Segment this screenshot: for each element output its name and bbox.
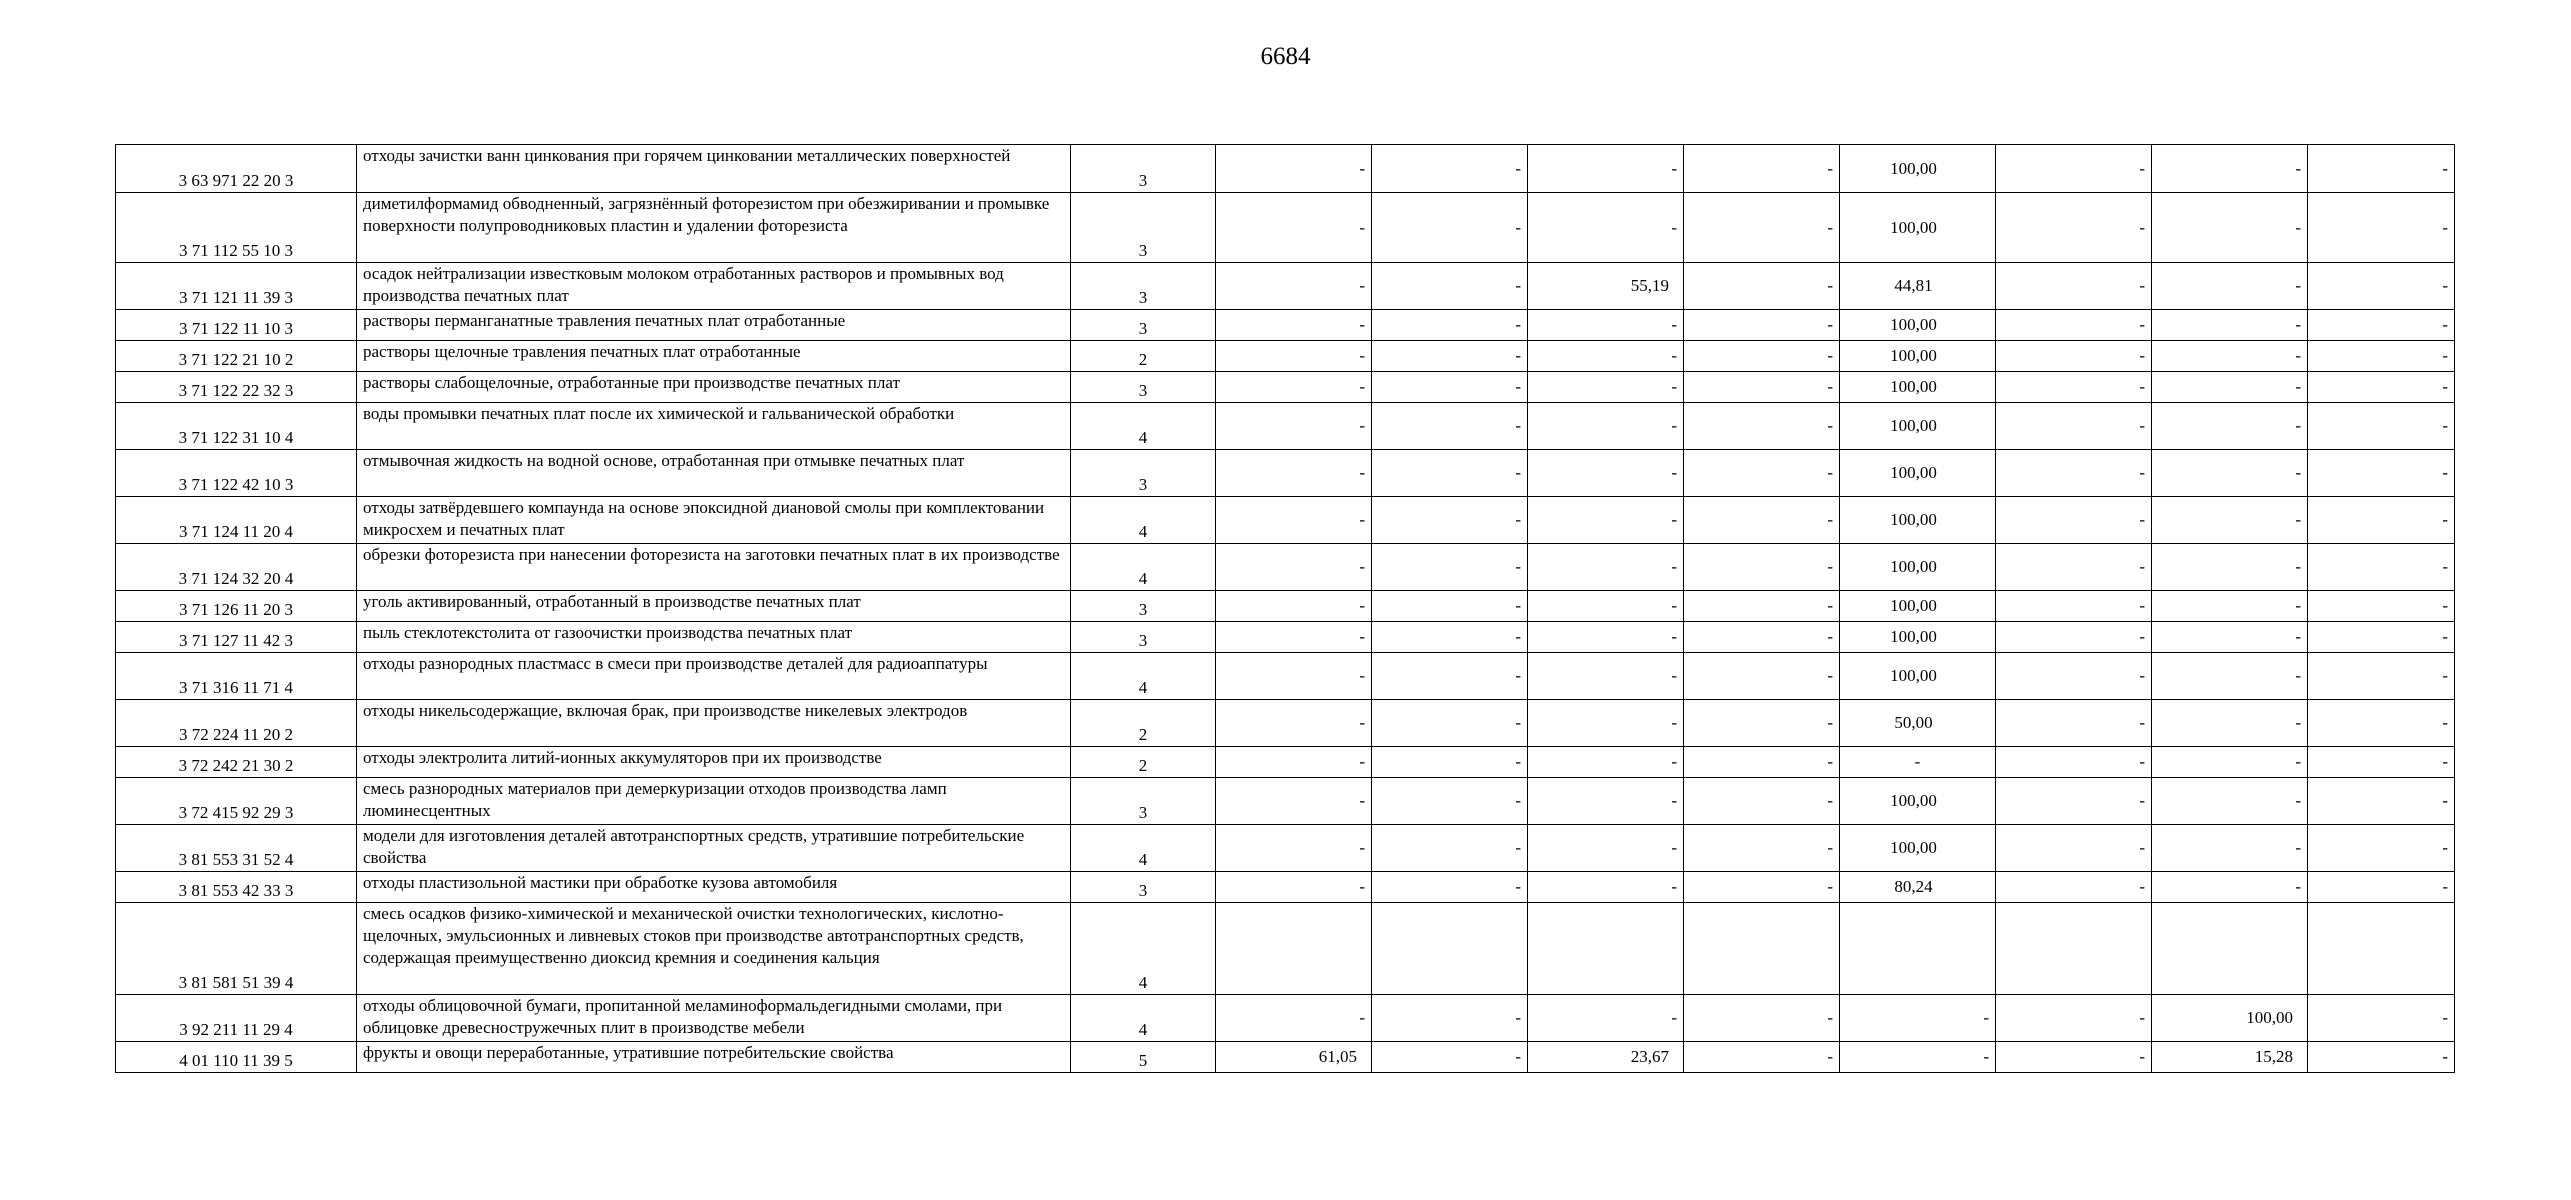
percent-value-cell: 100,00 (2152, 995, 2308, 1042)
percent-value-cell: - (1216, 193, 1372, 263)
hazard-class-cell: 4 (1071, 653, 1216, 700)
waste-name-cell: отходы разнородных пластмасс в смеси при производстве деталей для радиоаппатуры (357, 653, 1071, 700)
percent-value-cell: 100,00 (1840, 145, 1996, 193)
table-row (116, 591, 2455, 622)
percent-value-cell: - (1216, 497, 1372, 544)
percent-value-cell: - (2152, 825, 2308, 872)
percent-value-cell: - (2308, 372, 2455, 403)
percent-value-cell: - (1216, 872, 1372, 903)
percent-value-cell: - (1216, 310, 1372, 341)
percent-value-cell: - (2308, 193, 2455, 263)
percent-value-cell: - (1372, 193, 1528, 263)
waste-name-cell: модели для изготовления деталей автотранспортных средств, утратившие потребительские свойства (357, 825, 1071, 872)
hazard-class-cell: 4 (1071, 403, 1216, 450)
percent-value-cell: 100,00 (1840, 544, 1996, 591)
waste-name-cell: осадок нейтрализации известковым молоком отработанных растворов и промывных вод производства печатных плат (357, 263, 1071, 310)
percent-value-cell: - (1996, 825, 2152, 872)
percent-value-cell: - (1216, 778, 1372, 825)
percent-value-cell: - (1372, 747, 1528, 778)
waste-name-cell: пыль стеклотекстолита от газоочистки производства печатных плат (357, 622, 1071, 653)
percent-value-cell: - (1684, 825, 1840, 872)
percent-value-cell: - (1372, 825, 1528, 872)
waste-code-cell: 3 71 122 42 10 3 (116, 450, 357, 497)
waste-name-cell: растворы слабощелочные, отработанные при производстве печатных плат (357, 372, 1071, 403)
table-row (116, 497, 2455, 544)
percent-value-cell: - (2308, 310, 2455, 341)
table-row (116, 263, 2455, 310)
percent-value-cell: - (2308, 778, 2455, 825)
percent-value-cell: - (1684, 653, 1840, 700)
table-row (116, 995, 2455, 1042)
percent-value-cell: - (1372, 622, 1528, 653)
table-row (116, 653, 2455, 700)
percent-value-cell: - (1372, 263, 1528, 310)
percent-value-cell: - (1216, 622, 1372, 653)
hazard-class-cell: 3 (1071, 622, 1216, 653)
table-row (116, 193, 2455, 263)
hazard-class-cell: 3 (1071, 450, 1216, 497)
hazard-class-cell: 4 (1071, 544, 1216, 591)
percent-value-cell: - (1372, 591, 1528, 622)
percent-value-cell: - (2152, 372, 2308, 403)
percent-value-cell: - (2308, 450, 2455, 497)
percent-value-cell: 100,00 (1840, 591, 1996, 622)
percent-value-cell: 100,00 (1840, 653, 1996, 700)
percent-value-cell: - (1840, 1042, 1996, 1073)
percent-value-cell: - (1684, 310, 1840, 341)
percent-value-cell: - (1528, 372, 1684, 403)
percent-value-cell: - (1996, 145, 2152, 193)
percent-value-cell: - (1996, 778, 2152, 825)
hazard-class-cell: 4 (1071, 995, 1216, 1042)
percent-value-cell: 55,19 (1528, 263, 1684, 310)
waste-name-cell: фрукты и овощи переработанные, утратившие потребительские свойства (357, 1042, 1071, 1073)
percent-value-cell: - (1216, 544, 1372, 591)
percent-value-cell: - (2152, 872, 2308, 903)
percent-value-cell: - (1216, 450, 1372, 497)
percent-value-cell: - (1372, 653, 1528, 700)
hazard-class-cell: 4 (1071, 497, 1216, 544)
hazard-class-cell: 3 (1071, 145, 1216, 193)
hazard-class-cell: 3 (1071, 193, 1216, 263)
percent-value-cell: - (2308, 995, 2455, 1042)
percent-value-cell: - (1996, 341, 2152, 372)
percent-value-cell: - (1996, 450, 2152, 497)
percent-value-cell: - (2152, 700, 2308, 747)
percent-value-cell: - (1684, 622, 1840, 653)
waste-code-cell: 3 72 224 11 20 2 (116, 700, 357, 747)
waste-classification-table (115, 144, 2455, 1073)
percent-value-cell: - (2308, 497, 2455, 544)
percent-value-cell (1216, 903, 1372, 995)
percent-value-cell: 100,00 (1840, 341, 1996, 372)
percent-value-cell: - (1216, 341, 1372, 372)
percent-value-cell: 50,00 (1840, 700, 1996, 747)
waste-code-cell: 3 71 112 55 10 3 (116, 193, 357, 263)
waste-code-cell: 3 81 553 31 52 4 (116, 825, 357, 872)
percent-value-cell: - (2308, 403, 2455, 450)
percent-value-cell: - (2152, 747, 2308, 778)
table-row (116, 372, 2455, 403)
waste-code-cell: 3 92 211 11 29 4 (116, 995, 357, 1042)
table-row (116, 145, 2455, 193)
percent-value-cell: - (2152, 263, 2308, 310)
percent-value-cell: - (2308, 872, 2455, 903)
percent-value-cell: - (2152, 591, 2308, 622)
waste-code-cell: 3 71 124 32 20 4 (116, 544, 357, 591)
percent-value-cell: - (1528, 341, 1684, 372)
percent-value-cell: - (1372, 700, 1528, 747)
hazard-class-cell: 2 (1071, 747, 1216, 778)
waste-code-cell: 3 71 121 11 39 3 (116, 263, 357, 310)
table-row (116, 450, 2455, 497)
percent-value-cell (1528, 903, 1684, 995)
percent-value-cell: - (1216, 372, 1372, 403)
percent-value-cell: - (2308, 622, 2455, 653)
hazard-class-cell: 4 (1071, 903, 1216, 995)
hazard-class-cell: 3 (1071, 778, 1216, 825)
percent-value-cell: - (1372, 995, 1528, 1042)
percent-value-cell: 100,00 (1840, 497, 1996, 544)
percent-value-cell (1372, 903, 1528, 995)
percent-value-cell: - (2152, 310, 2308, 341)
percent-value-cell: 44,81 (1840, 263, 1996, 310)
percent-value-cell: - (1684, 450, 1840, 497)
percent-value-cell: - (1840, 747, 1996, 778)
percent-value-cell: - (1996, 995, 2152, 1042)
percent-value-cell (2152, 903, 2308, 995)
percent-value-cell: - (2308, 1042, 2455, 1073)
percent-value-cell: - (1684, 372, 1840, 403)
percent-value-cell: - (1372, 778, 1528, 825)
percent-value-cell: 15,28 (2152, 1042, 2308, 1073)
waste-code-cell: 3 71 316 11 71 4 (116, 653, 357, 700)
percent-value-cell: - (1996, 310, 2152, 341)
percent-value-cell: - (2152, 544, 2308, 591)
percent-value-cell: - (1684, 778, 1840, 825)
percent-value-cell: - (1528, 450, 1684, 497)
hazard-class-cell: 3 (1071, 872, 1216, 903)
waste-code-cell: 3 71 122 21 10 2 (116, 341, 357, 372)
percent-value-cell (2308, 903, 2455, 995)
percent-value-cell: - (1996, 544, 2152, 591)
percent-value-cell: - (2308, 591, 2455, 622)
percent-value-cell: - (1216, 995, 1372, 1042)
percent-value-cell: - (1996, 193, 2152, 263)
hazard-class-cell: 2 (1071, 700, 1216, 747)
percent-value-cell: - (1216, 700, 1372, 747)
waste-code-cell: 4 01 110 11 39 5 (116, 1042, 357, 1073)
waste-code-cell: 3 81 581 51 39 4 (116, 903, 357, 995)
waste-name-cell: растворы щелочные травления печатных плат отработанные (357, 341, 1071, 372)
waste-name-cell: смесь осадков физико-химической и механической очистки технологических, кислотно-щелочных, эмульсионных и ливневых стоков при производстве автотранспортных средств, содержащая преимущественно диоксид кремния и соединения кальция (357, 903, 1071, 995)
percent-value-cell: - (1684, 403, 1840, 450)
table-row (116, 778, 2455, 825)
percent-value-cell: - (1528, 403, 1684, 450)
waste-name-cell: отходы пластизольной мастики при обработке кузова автомобиля (357, 872, 1071, 903)
waste-name-cell: обрезки фоторезиста при нанесении фоторезиста на заготовки печатных плат в их производстве (357, 544, 1071, 591)
percent-value-cell: - (1996, 591, 2152, 622)
percent-value-cell: - (1528, 825, 1684, 872)
percent-value-cell: - (1528, 310, 1684, 341)
percent-value-cell: - (2308, 653, 2455, 700)
percent-value-cell: - (1528, 700, 1684, 747)
hazard-class-cell: 3 (1071, 372, 1216, 403)
waste-name-cell: уголь активированный, отработанный в производстве печатных плат (357, 591, 1071, 622)
percent-value-cell: - (1216, 403, 1372, 450)
percent-value-cell: - (2152, 622, 2308, 653)
percent-value-cell: 61,05 (1216, 1042, 1372, 1073)
percent-value-cell: - (1684, 995, 1840, 1042)
percent-value-cell: - (1372, 544, 1528, 591)
hazard-class-cell: 3 (1071, 591, 1216, 622)
percent-value-cell: - (1528, 622, 1684, 653)
percent-value-cell: - (2308, 263, 2455, 310)
percent-value-cell: 100,00 (1840, 403, 1996, 450)
waste-name-cell: отходы зачистки ванн цинкования при горячем цинковании металлических поверхностей (357, 145, 1071, 193)
percent-value-cell: - (1528, 747, 1684, 778)
waste-code-cell: 3 72 415 92 29 3 (116, 778, 357, 825)
percent-value-cell: - (2308, 747, 2455, 778)
percent-value-cell: - (1684, 263, 1840, 310)
waste-code-cell: 3 71 127 11 42 3 (116, 622, 357, 653)
waste-name-cell: отходы затвёрдевшего компаунда на основе эпоксидной диановой смолы при комплектовании микросхем и печатных плат (357, 497, 1071, 544)
percent-value-cell: - (1372, 372, 1528, 403)
table-row (116, 872, 2455, 903)
waste-code-cell: 3 63 971 22 20 3 (116, 145, 357, 193)
percent-value-cell: - (1216, 263, 1372, 310)
percent-value-cell: - (1996, 653, 2152, 700)
percent-value-cell: - (2152, 403, 2308, 450)
percent-value-cell: - (1372, 145, 1528, 193)
percent-value-cell: - (1528, 995, 1684, 1042)
percent-value-cell: - (1372, 450, 1528, 497)
table-row (116, 747, 2455, 778)
percent-value-cell: - (2152, 145, 2308, 193)
percent-value-cell: - (1528, 591, 1684, 622)
percent-value-cell: 23,67 (1528, 1042, 1684, 1073)
percent-value-cell (1684, 903, 1840, 995)
percent-value-cell: - (1996, 700, 2152, 747)
percent-value-cell: - (1996, 372, 2152, 403)
percent-value-cell: 100,00 (1840, 825, 1996, 872)
table-row (116, 622, 2455, 653)
hazard-class-cell: 2 (1071, 341, 1216, 372)
percent-value-cell (1996, 903, 2152, 995)
percent-value-cell: - (1996, 872, 2152, 903)
table-row (116, 403, 2455, 450)
percent-value-cell: 100,00 (1840, 450, 1996, 497)
table-row (116, 544, 2455, 591)
percent-value-cell: - (2308, 700, 2455, 747)
waste-code-cell: 3 71 126 11 20 3 (116, 591, 357, 622)
waste-code-cell: 3 71 122 31 10 4 (116, 403, 357, 450)
table-row (116, 700, 2455, 747)
percent-value-cell: - (1528, 145, 1684, 193)
percent-value-cell: - (1684, 544, 1840, 591)
percent-value-cell: - (2152, 193, 2308, 263)
percent-value-cell (1840, 903, 1996, 995)
percent-value-cell: - (1216, 747, 1372, 778)
percent-value-cell: - (1684, 591, 1840, 622)
percent-value-cell: - (1528, 872, 1684, 903)
waste-code-cell: 3 71 122 11 10 3 (116, 310, 357, 341)
percent-value-cell: - (2308, 145, 2455, 193)
percent-value-cell: - (2152, 653, 2308, 700)
table-row (116, 903, 2455, 995)
percent-value-cell: - (1216, 653, 1372, 700)
hazard-class-cell: 4 (1071, 825, 1216, 872)
waste-name-cell: отходы никельсодержащие, включая брак, при производстве никелевых электродов (357, 700, 1071, 747)
waste-name-cell: отходы электролита литий-ионных аккумуляторов при их производстве (357, 747, 1071, 778)
percent-value-cell: 100,00 (1840, 193, 1996, 263)
percent-value-cell: - (2152, 450, 2308, 497)
percent-value-cell: - (1528, 497, 1684, 544)
hazard-class-cell: 5 (1071, 1042, 1216, 1073)
percent-value-cell: - (1216, 591, 1372, 622)
waste-name-cell: смесь разнородных материалов при демеркуризации отходов производства ламп люминесцентных (357, 778, 1071, 825)
percent-value-cell: - (2152, 497, 2308, 544)
waste-name-cell: растворы перманганатные травления печатных плат отработанные (357, 310, 1071, 341)
percent-value-cell: - (1216, 145, 1372, 193)
percent-value-cell: 100,00 (1840, 778, 1996, 825)
percent-value-cell: 100,00 (1840, 310, 1996, 341)
percent-value-cell: - (1684, 145, 1840, 193)
waste-name-cell: отходы облицовочной бумаги, пропитанной меламиноформальдегидными смолами, при облицовке древесностружечных плит в производстве мебели (357, 995, 1071, 1042)
table-row (116, 825, 2455, 872)
percent-value-cell: - (2308, 341, 2455, 372)
percent-value-cell: 100,00 (1840, 622, 1996, 653)
waste-name-cell: воды промывки печатных плат после их химической и гальванической обработки (357, 403, 1071, 450)
percent-value-cell: - (2308, 544, 2455, 591)
percent-value-cell: - (1840, 995, 1996, 1042)
percent-value-cell: - (1996, 403, 2152, 450)
table-row (116, 1042, 2455, 1073)
percent-value-cell: - (1684, 700, 1840, 747)
percent-value-cell: - (1528, 193, 1684, 263)
table-row (116, 341, 2455, 372)
percent-value-cell: - (1372, 403, 1528, 450)
percent-value-cell: - (1216, 825, 1372, 872)
percent-value-cell: - (1684, 747, 1840, 778)
percent-value-cell: - (1996, 263, 2152, 310)
hazard-class-cell: 3 (1071, 310, 1216, 341)
table-row (116, 310, 2455, 341)
percent-value-cell: - (2308, 825, 2455, 872)
waste-code-cell: 3 71 122 22 32 3 (116, 372, 357, 403)
waste-code-cell: 3 71 124 11 20 4 (116, 497, 357, 544)
page-number: 6684 (1260, 43, 1311, 70)
percent-value-cell: 80,24 (1840, 872, 1996, 903)
percent-value-cell: - (1372, 1042, 1528, 1073)
percent-value-cell: - (1996, 1042, 2152, 1073)
waste-name-cell: диметилформамид обводненный, загрязнённый фоторезистом при обезжиривании и промывке поверхности полупроводниковых пластин и удалении фоторезиста (357, 193, 1071, 263)
percent-value-cell: - (2152, 778, 2308, 825)
percent-value-cell: 100,00 (1840, 372, 1996, 403)
percent-value-cell: - (1684, 1042, 1840, 1073)
percent-value-cell: - (1996, 497, 2152, 544)
percent-value-cell: - (1684, 193, 1840, 263)
percent-value-cell: - (1528, 544, 1684, 591)
percent-value-cell: - (1528, 778, 1684, 825)
percent-value-cell: - (1528, 653, 1684, 700)
percent-value-cell: - (1996, 622, 2152, 653)
waste-code-cell: 3 72 242 21 30 2 (116, 747, 357, 778)
percent-value-cell: - (1996, 747, 2152, 778)
waste-code-cell: 3 81 553 42 33 3 (116, 872, 357, 903)
percent-value-cell: - (1372, 341, 1528, 372)
percent-value-cell: - (1372, 310, 1528, 341)
percent-value-cell: - (1684, 497, 1840, 544)
percent-value-cell: - (2152, 341, 2308, 372)
percent-value-cell: - (1684, 341, 1840, 372)
percent-value-cell: - (1684, 872, 1840, 903)
percent-value-cell: - (1372, 872, 1528, 903)
waste-name-cell: отмывочная жидкость на водной основе, отработанная при отмывке печатных плат (357, 450, 1071, 497)
hazard-class-cell: 3 (1071, 263, 1216, 310)
percent-value-cell: - (1372, 497, 1528, 544)
